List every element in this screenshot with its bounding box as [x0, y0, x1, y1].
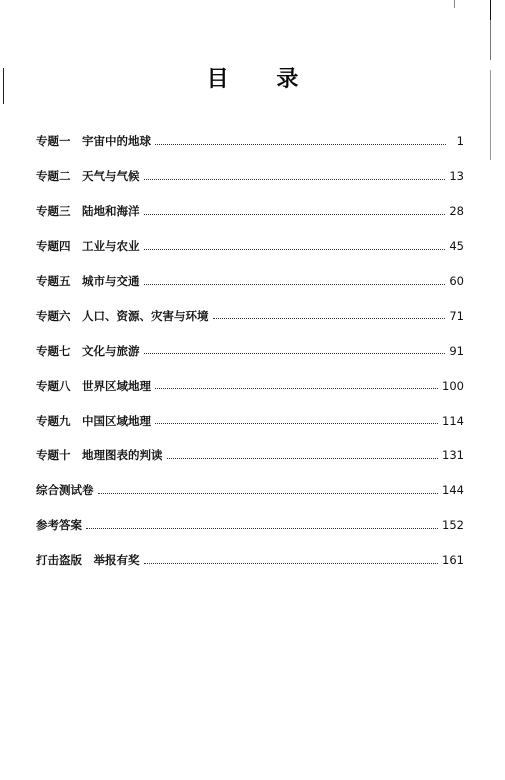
toc-entry-label: 参考答案: [36, 518, 82, 533]
toc-entry[interactable]: [36, 508, 464, 543]
toc-entry-label: 专题二 天气与气候: [36, 169, 140, 184]
dot-leader: [144, 249, 446, 250]
toc-entry-label: 专题十 地理图表的判读: [36, 448, 163, 463]
page-title: 目 录: [206, 66, 319, 92]
scan-edge-mark: [454, 0, 465, 8]
dot-leader: [144, 353, 446, 354]
toc-entry-page: 71: [449, 308, 464, 323]
toc-entry[interactable]: [36, 368, 464, 403]
dot-leader: [155, 388, 438, 389]
toc-entry[interactable]: [36, 229, 464, 264]
toc-entry-page: 114: [442, 413, 464, 428]
toc-entry-page: 100: [442, 378, 464, 393]
toc-entry[interactable]: [36, 473, 464, 508]
toc-entry-label: 专题一 宇宙中的地球: [36, 134, 151, 149]
dot-leader: [144, 214, 446, 215]
dot-leader: [144, 563, 439, 564]
toc-entry-page: 28: [449, 204, 464, 219]
toc-entry-label: 打击盗版 举报有奖: [36, 553, 140, 568]
dot-leader: [98, 493, 439, 494]
dot-leader: [144, 179, 446, 180]
toc-entry-label: 专题八 世界区域地理: [36, 378, 151, 393]
toc-entry-page: 60: [449, 274, 464, 288]
toc-entry-label: 专题六 人口、资源、灾害与环境: [36, 308, 209, 323]
dot-leader: [86, 528, 438, 529]
toc-entry-page: 45: [449, 239, 464, 254]
toc-entry[interactable]: [36, 124, 464, 159]
toc-entry-page: 13: [449, 169, 464, 184]
toc-entry[interactable]: [36, 333, 464, 368]
toc-entry-label: 专题四 工业与农业: [36, 239, 140, 254]
toc-entry-label: 专题三 陆地和海洋: [36, 204, 140, 219]
toc-entry-page: 152: [442, 518, 464, 533]
toc-entry-label: 专题五 城市与交通: [36, 274, 140, 288]
dot-leader: [213, 318, 446, 319]
toc-entry[interactable]: [36, 438, 464, 473]
toc-entry-label: 综合测试卷: [36, 483, 94, 498]
table-of-contents: [36, 124, 464, 578]
toc-entry-page: 161: [442, 553, 464, 568]
toc-entry[interactable]: [36, 159, 464, 194]
toc-entry-label: 专题九 中国区域地理: [36, 413, 151, 428]
toc-entry[interactable]: [36, 403, 464, 438]
toc-entry-page: 144: [442, 483, 464, 498]
toc-entry-label: 专题七 文化与旅游: [36, 343, 140, 358]
toc-entry-page: 1: [456, 134, 464, 149]
toc-entry-page: 131: [442, 448, 464, 463]
dot-leader: [155, 144, 446, 145]
toc-entry[interactable]: [36, 543, 464, 578]
toc-entry-page: 91: [449, 343, 464, 358]
toc-entry[interactable]: [36, 264, 464, 299]
dot-leader: [167, 458, 439, 459]
toc-entry[interactable]: [36, 298, 464, 333]
dot-leader: [144, 284, 446, 285]
toc-entry[interactable]: [36, 194, 464, 229]
dot-leader: [155, 423, 438, 424]
